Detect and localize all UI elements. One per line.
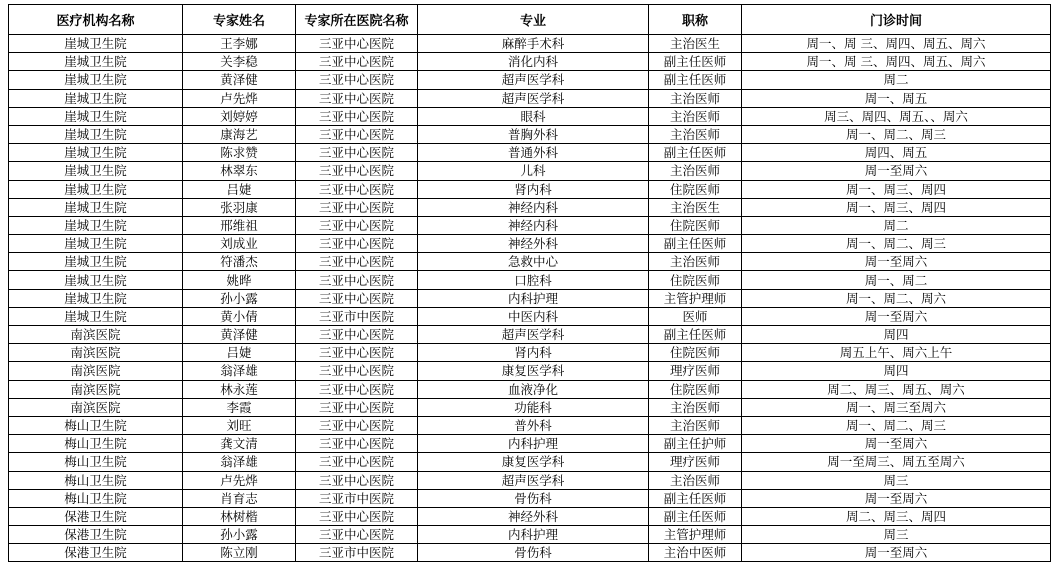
cell-expert-name: 吕婕: [183, 180, 296, 198]
table-row: [9, 526, 1051, 544]
cell-expert-name: 林永莲: [183, 380, 296, 398]
cell-clinic-time: 周三: [742, 526, 1051, 544]
cell-clinic-time: 周一至周六: [742, 489, 1051, 507]
cell-expert-hospital: 三亚中心医院: [296, 398, 418, 416]
cell-expert-hospital: 三亚中心医院: [296, 53, 418, 71]
cell-clinic-time: 周四: [742, 362, 1051, 380]
cell-specialty: 肾内科: [418, 180, 649, 198]
cell-clinic-time: 周一、周 三、周四、周五、周六: [742, 53, 1051, 71]
table-row: [9, 271, 1051, 289]
cell-expert-name: 林树楷: [183, 507, 296, 525]
cell-institution: 南滨医院: [9, 362, 183, 380]
cell-institution: 崖城卫生院: [9, 107, 183, 125]
cell-expert-name: 孙小露: [183, 289, 296, 307]
table-row: [9, 289, 1051, 307]
cell-expert-hospital: 三亚中心医院: [296, 416, 418, 434]
cell-clinic-time: 周一至周六: [742, 435, 1051, 453]
cell-title: 理疗医师: [649, 362, 742, 380]
cell-clinic-time: 周一至周六: [742, 544, 1051, 562]
table-row: [9, 107, 1051, 125]
cell-expert-hospital: 三亚中心医院: [296, 253, 418, 271]
cell-expert-hospital: 三亚中心医院: [296, 89, 418, 107]
cell-expert-hospital: 三亚中心医院: [296, 507, 418, 525]
cell-specialty: 急救中心: [418, 253, 649, 271]
cell-expert-name: 黄泽健: [183, 71, 296, 89]
cell-specialty: 骨伤科: [418, 489, 649, 507]
cell-expert-name: 王李娜: [183, 35, 296, 53]
cell-expert-hospital: 三亚中心医院: [296, 362, 418, 380]
cell-title: 主治医师: [649, 253, 742, 271]
cell-expert-name: 刘旺: [183, 416, 296, 434]
cell-expert-hospital: 三亚中心医院: [296, 198, 418, 216]
cell-institution: 崖城卫生院: [9, 307, 183, 325]
cell-expert-hospital: 三亚中心医院: [296, 162, 418, 180]
cell-specialty: 普外科: [418, 416, 649, 434]
cell-expert-name: 关李稳: [183, 53, 296, 71]
cell-expert-hospital: 三亚中心医院: [296, 289, 418, 307]
cell-specialty: 内科护理: [418, 289, 649, 307]
cell-title: 主治中医师: [649, 544, 742, 562]
cell-expert-name: 姚晔: [183, 271, 296, 289]
cell-institution: 崖城卫生院: [9, 125, 183, 143]
cell-institution: 崖城卫生院: [9, 271, 183, 289]
cell-institution: 崖城卫生院: [9, 71, 183, 89]
cell-clinic-time: 周一至周三、周五至周六: [742, 453, 1051, 471]
table-row: [9, 180, 1051, 198]
cell-expert-hospital: 三亚中心医院: [296, 107, 418, 125]
cell-title: 主治医师: [649, 89, 742, 107]
cell-specialty: 肾内科: [418, 344, 649, 362]
cell-title: 副主任医师: [649, 71, 742, 89]
cell-clinic-time: 周一至周六: [742, 253, 1051, 271]
cell-clinic-time: 周四、周五: [742, 144, 1051, 162]
cell-specialty: 超声医学科: [418, 71, 649, 89]
cell-specialty: 神经外科: [418, 507, 649, 525]
cell-expert-name: 黄小倩: [183, 307, 296, 325]
cell-specialty: 眼科: [418, 107, 649, 125]
cell-clinic-time: 周一、周二: [742, 271, 1051, 289]
cell-expert-hospital: 三亚市中医院: [296, 307, 418, 325]
cell-specialty: 内科护理: [418, 435, 649, 453]
cell-expert-hospital: 三亚中心医院: [296, 125, 418, 143]
cell-title: 副主任医师: [649, 53, 742, 71]
cell-clinic-time: 周三: [742, 471, 1051, 489]
cell-institution: 梅山卫生院: [9, 416, 183, 434]
cell-expert-name: 翁泽雄: [183, 362, 296, 380]
cell-expert-name: 卢先烨: [183, 89, 296, 107]
cell-specialty: 超声医学科: [418, 326, 649, 344]
clinic-schedule-table: [8, 4, 1051, 562]
table-row: [9, 35, 1051, 53]
table-row: [9, 125, 1051, 143]
cell-expert-hospital: 三亚中心医院: [296, 526, 418, 544]
table-row: [9, 89, 1051, 107]
cell-clinic-time: 周一、周 三、周四、周五、周六: [742, 35, 1051, 53]
cell-title: 住院医师: [649, 180, 742, 198]
cell-title: 主治医师: [649, 107, 742, 125]
cell-institution: 南滨医院: [9, 380, 183, 398]
cell-specialty: 普通外科: [418, 144, 649, 162]
table-row: [9, 253, 1051, 271]
cell-institution: 梅山卫生院: [9, 471, 183, 489]
cell-institution: 崖城卫生院: [9, 162, 183, 180]
cell-clinic-time: 周一至周六: [742, 307, 1051, 325]
cell-institution: 崖城卫生院: [9, 53, 183, 71]
cell-title: 主治医师: [649, 416, 742, 434]
table-row: [9, 307, 1051, 325]
table-row: [9, 235, 1051, 253]
column-header-expert-hospital: 专家所在医院名称: [296, 5, 418, 35]
cell-expert-hospital: 三亚中心医院: [296, 271, 418, 289]
cell-title: 副主任医师: [649, 489, 742, 507]
table-row: [9, 435, 1051, 453]
cell-clinic-time: 周二: [742, 71, 1051, 89]
cell-institution: 南滨医院: [9, 344, 183, 362]
cell-expert-hospital: 三亚中心医院: [296, 453, 418, 471]
cell-institution: 崖城卫生院: [9, 89, 183, 107]
cell-institution: 梅山卫生院: [9, 453, 183, 471]
cell-expert-name: 林翠东: [183, 162, 296, 180]
cell-expert-name: 吕婕: [183, 344, 296, 362]
cell-title: 住院医师: [649, 271, 742, 289]
cell-clinic-time: 周一、周二、周三: [742, 125, 1051, 143]
cell-institution: 崖城卫生院: [9, 235, 183, 253]
table-row: [9, 380, 1051, 398]
cell-specialty: 神经外科: [418, 235, 649, 253]
cell-expert-name: 刘成业: [183, 235, 296, 253]
cell-expert-hospital: 三亚中心医院: [296, 380, 418, 398]
column-header-expert-name: 专家姓名: [183, 5, 296, 35]
table-row: [9, 344, 1051, 362]
cell-expert-name: 康海艺: [183, 125, 296, 143]
cell-title: 住院医师: [649, 380, 742, 398]
cell-expert-name: 张羽康: [183, 198, 296, 216]
cell-title: 主治医师: [649, 125, 742, 143]
cell-specialty: 功能科: [418, 398, 649, 416]
cell-title: 理疗医师: [649, 453, 742, 471]
cell-clinic-time: 周一、周三、周四: [742, 198, 1051, 216]
cell-title: 副主任医师: [649, 326, 742, 344]
cell-clinic-time: 周二、周三、周五、周六: [742, 380, 1051, 398]
cell-clinic-time: 周三、周四、周五、、周六: [742, 107, 1051, 125]
cell-specialty: 中医内科: [418, 307, 649, 325]
cell-expert-name: 龚文清: [183, 435, 296, 453]
table-row: [9, 216, 1051, 234]
cell-expert-hospital: 三亚中心医院: [296, 435, 418, 453]
cell-title: 副主任护师: [649, 435, 742, 453]
table-body: [9, 35, 1051, 562]
cell-title: 副主任医师: [649, 144, 742, 162]
cell-clinic-time: 周一至周六: [742, 162, 1051, 180]
cell-title: 主治医师: [649, 398, 742, 416]
cell-expert-hospital: 三亚中心医院: [296, 35, 418, 53]
cell-institution: 南滨医院: [9, 326, 183, 344]
cell-institution: 崖城卫生院: [9, 216, 183, 234]
cell-institution: 崖城卫生院: [9, 35, 183, 53]
cell-specialty: 消化内科: [418, 53, 649, 71]
cell-expert-name: 翁泽雄: [183, 453, 296, 471]
cell-title: 主治医师: [649, 162, 742, 180]
table-row: [9, 489, 1051, 507]
cell-expert-hospital: 三亚中心医院: [296, 235, 418, 253]
cell-expert-hospital: 三亚市中医院: [296, 544, 418, 562]
cell-specialty: 超声医学科: [418, 89, 649, 107]
cell-expert-name: 卢先烨: [183, 471, 296, 489]
cell-specialty: 康复医学科: [418, 362, 649, 380]
cell-expert-hospital: 三亚中心医院: [296, 471, 418, 489]
cell-institution: 崖城卫生院: [9, 180, 183, 198]
cell-clinic-time: 周一、周三、周四: [742, 180, 1051, 198]
table-row: [9, 544, 1051, 562]
cell-expert-name: 陈求赞: [183, 144, 296, 162]
cell-expert-hospital: 三亚中心医院: [296, 344, 418, 362]
cell-institution: 崖城卫生院: [9, 289, 183, 307]
cell-expert-name: 肖育志: [183, 489, 296, 507]
cell-expert-hospital: 三亚中心医院: [296, 144, 418, 162]
cell-institution: 保港卫生院: [9, 526, 183, 544]
cell-title: 副主任医师: [649, 235, 742, 253]
cell-title: 主治医生: [649, 198, 742, 216]
cell-clinic-time: 周四: [742, 326, 1051, 344]
cell-title: 医师: [649, 307, 742, 325]
table-row: [9, 326, 1051, 344]
cell-clinic-time: 周二: [742, 216, 1051, 234]
cell-specialty: 儿科: [418, 162, 649, 180]
cell-title: 主治医师: [649, 471, 742, 489]
cell-title: 副主任医师: [649, 507, 742, 525]
table-row: [9, 71, 1051, 89]
cell-title: 主治医生: [649, 35, 742, 53]
cell-expert-name: 孙小露: [183, 526, 296, 544]
cell-expert-name: 符潘杰: [183, 253, 296, 271]
column-header-clinic-time: 门诊时间: [742, 5, 1051, 35]
cell-expert-name: 刘婷婷: [183, 107, 296, 125]
table-row: [9, 398, 1051, 416]
cell-institution: 崖城卫生院: [9, 198, 183, 216]
cell-title: 主管护理师: [649, 526, 742, 544]
cell-institution: 崖城卫生院: [9, 144, 183, 162]
cell-specialty: 口腔科: [418, 271, 649, 289]
cell-specialty: 骨伤科: [418, 544, 649, 562]
cell-clinic-time: 周一、周三至周六: [742, 398, 1051, 416]
cell-clinic-time: 周二、周三、周四: [742, 507, 1051, 525]
cell-expert-name: 黄泽健: [183, 326, 296, 344]
cell-institution: 保港卫生院: [9, 544, 183, 562]
cell-title: 住院医师: [649, 344, 742, 362]
cell-specialty: 普胸外科: [418, 125, 649, 143]
table-row: [9, 453, 1051, 471]
column-header-title: 职称: [649, 5, 742, 35]
cell-institution: 梅山卫生院: [9, 435, 183, 453]
cell-specialty: 神经内科: [418, 216, 649, 234]
cell-specialty: 麻醉手术科: [418, 35, 649, 53]
table-row: [9, 507, 1051, 525]
cell-clinic-time: 周一、周二、周六: [742, 289, 1051, 307]
cell-expert-hospital: 三亚中心医院: [296, 71, 418, 89]
cell-clinic-time: 周五上午、周六上午: [742, 344, 1051, 362]
cell-clinic-time: 周一、周二、周三: [742, 416, 1051, 434]
table-row: [9, 362, 1051, 380]
table-row: [9, 53, 1051, 71]
column-header-institution: 医疗机构名称: [9, 5, 183, 35]
cell-expert-name: 李霞: [183, 398, 296, 416]
cell-institution: 崖城卫生院: [9, 253, 183, 271]
header-row: [9, 5, 1051, 35]
cell-expert-hospital: 三亚中心医院: [296, 216, 418, 234]
cell-institution: 保港卫生院: [9, 507, 183, 525]
table-row: [9, 144, 1051, 162]
cell-specialty: 康复医学科: [418, 453, 649, 471]
cell-expert-name: 陈立刚: [183, 544, 296, 562]
table-row: [9, 198, 1051, 216]
cell-institution: 梅山卫生院: [9, 489, 183, 507]
table-row: [9, 416, 1051, 434]
cell-title: 主管护理师: [649, 289, 742, 307]
table-row: [9, 471, 1051, 489]
cell-expert-hospital: 三亚中心医院: [296, 326, 418, 344]
cell-institution: 南滨医院: [9, 398, 183, 416]
cell-title: 住院医师: [649, 216, 742, 234]
cell-clinic-time: 周一、周五: [742, 89, 1051, 107]
cell-specialty: 超声医学科: [418, 471, 649, 489]
cell-expert-hospital: 三亚市中医院: [296, 489, 418, 507]
cell-expert-hospital: 三亚中心医院: [296, 180, 418, 198]
cell-clinic-time: 周一、周二、周三: [742, 235, 1051, 253]
table-row: [9, 162, 1051, 180]
cell-expert-name: 邢维祖: [183, 216, 296, 234]
cell-specialty: 内科护理: [418, 526, 649, 544]
cell-specialty: 神经内科: [418, 198, 649, 216]
column-header-specialty: 专业: [418, 5, 649, 35]
cell-specialty: 血液净化: [418, 380, 649, 398]
